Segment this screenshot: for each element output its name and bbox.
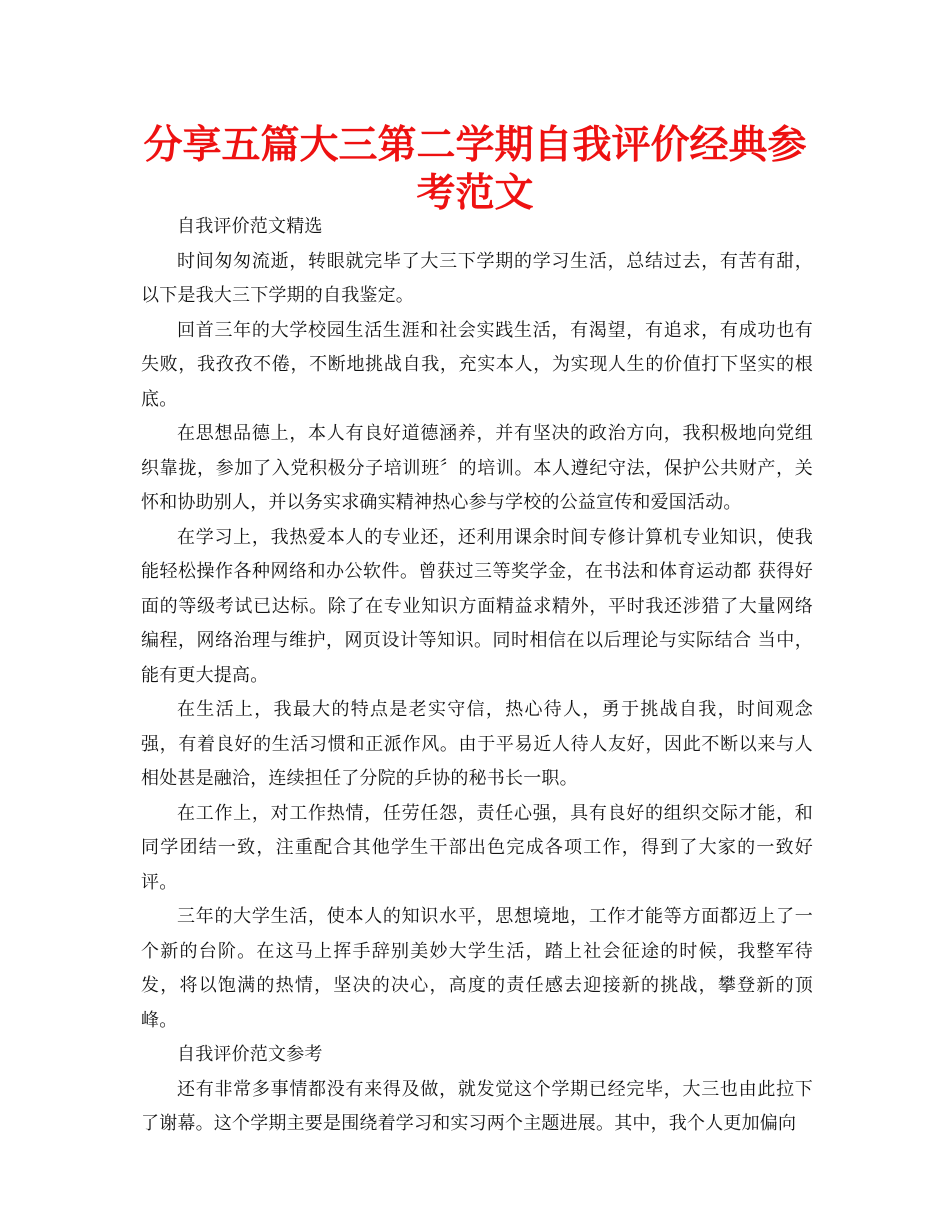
paragraph: 还有非常多事情都没有来得及做，就发觉这个学期已经完毕，大三也由此拉下了谢幕。这个学期主要是围绕着学习和实习两个主题进展。其中，我个人更加偏向	[141, 1078, 813, 1134]
paragraph: 三年的大学生活，使本人的知识水平，思想境地，工作才能等方面都迈上了一个新的台阶。在这马上挥手辞别美妙大学生活，踏上社会征途的时候，我整军待发，将以饱满的热情，坚决的决心，高度的责任感去迎接新的挑战，攀登新的顶峰。	[141, 906, 813, 1031]
section-heading: 自我评价范文精选	[177, 216, 323, 237]
paragraph: 时间匆匆流逝，转眼就完毕了大三下学期的学习生活，总结过去，有苦有甜，以下是我大三下学期的自我鉴定。	[141, 250, 813, 306]
paragraph: 在学习上，我热爱本人的专业还，还利用课余时间专修计算机专业知识，使我能轻松操作各种网络和办公软件。曾获过三等奖学金，在书法和体育运动都 获得好面的等级考试已达标。除了在专业知识方面精益求精外，平时我还涉猎了大量网络编程，网络治理与维护，网页设计等知识。同时相信在以后理论与实际结合 当中，能有更大提高。	[141, 526, 813, 686]
paragraph: 在工作上，对工作热情，任劳任怨，责任心强，具有良好的组织交际才能，和同学团结一致，注重配合其他学生干部出色完成各项工作，得到了大家的一致好评。	[141, 802, 813, 893]
paragraph: 在生活上，我最大的特点是老实守信，热心待人，勇于挑战自我，时间观念强，有着良好的生活习惯和正派作风。由于平易近人待人友好，因此不断以来与人相处甚是融洽，连续担任了分院的乒协的秘书长一职。	[141, 699, 813, 789]
section-heading: 自我评价范文参考	[177, 1044, 323, 1065]
paragraph: 在思想品德上，本人有良好道德涵养，并有坚决的政治方向，我积极地向党组织靠拢，参加了入党积极分子培训班〞的培训。本人遵纪守法，保护公共财产，关怀和协助别人，并以务实求确实精神热心参与学校的公益宣传和爱国活动。	[141, 423, 813, 513]
paragraph: 回首三年的大学校园生活生涯和社会实践生活，有渴望，有追求，有成功也有失败，我孜孜不倦，不断地挑战自我，充实本人，为实现人生的价值打下坚实的根底。	[141, 319, 813, 410]
document-body	[141, 210, 813, 1142]
document-title: 分享五篇大三第二学期自我评价经典参考范文	[143, 123, 807, 216]
